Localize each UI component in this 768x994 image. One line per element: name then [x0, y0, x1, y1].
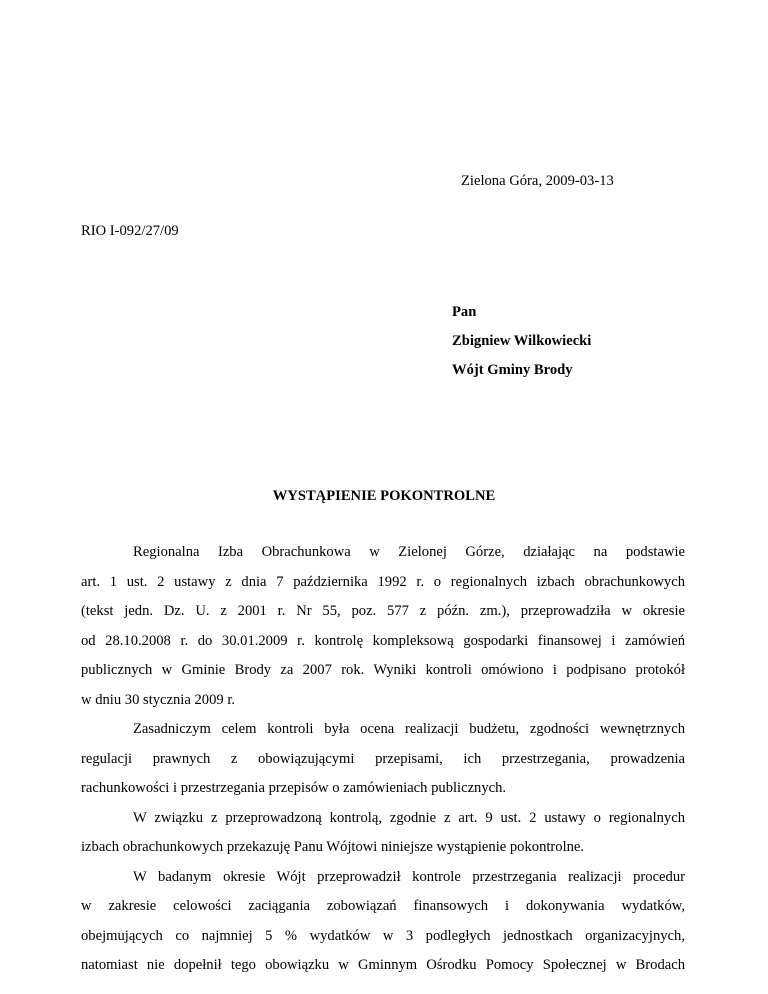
paragraph-1	[81, 538, 685, 715]
paragraph-line: publicznych w Gminie Brody za 2007 rok. Wyniki kontroli omówiono i podpisano protokół	[81, 662, 685, 678]
paragraph-line: Regionalna Izba Obrachunkowa w Zielonej Górze, działając na podstawie	[133, 544, 685, 560]
paragraph-line: izbach obrachunkowych przekazuję Panu Wójtowi niniejsze wystąpienie pokontrolne.	[81, 839, 585, 855]
reference-number: RIO I-092/27/09	[81, 223, 179, 239]
paragraph-line: w zakresie celowości zaciągania zobowiązań finansowych i dokonywania wydatków,	[81, 898, 685, 914]
place-and-date: Zielona Góra, 2009-03-13	[461, 173, 614, 189]
paragraph-line: Zasadniczym celem kontroli była ocena realizacji budżetu, zgodności wewnętrznych	[133, 721, 685, 737]
paragraph-line: rachunkowości i przestrzegania przepisów o zamówieniach publicznych.	[81, 780, 507, 796]
document-body	[81, 538, 685, 981]
addressee-name: Zbigniew Wilkowiecki	[452, 333, 592, 349]
paragraph-line: regulacji prawnych z obowiązującymi przepisami, ich przestrzegania, prowadzenia	[81, 750, 685, 767]
paragraph-3	[81, 804, 685, 863]
document-title: WYSTĄPIENIE POKONTROLNE	[272, 488, 496, 504]
paragraph-line: obejmujących co najmniej 5 % wydatków w 3 podległych jednostkach organizacyjnych,	[81, 927, 685, 944]
paragraph-line: W związku z przeprowadzoną kontrolą, zgodnie z art. 9 ust. 2 ustawy o regionalnych	[133, 809, 685, 826]
paragraph-line: art. 1 ust. 2 ustawy z dnia 7 października 1992 r. o regionalnych izbach obrachunkowych	[81, 573, 685, 590]
paragraph-line: od 28.10.2008 r. do 30.01.2009 r. kontrolę kompleksową gospodarki finansowej i zamówień	[81, 632, 685, 649]
paragraph-line: (tekst jedn. Dz. U. z 2001 r. Nr 55, poz. 577 z późn. zm.), przeprowadziła w okresie	[81, 603, 685, 619]
paragraph-line: w dniu 30 stycznia 2009 r.	[81, 691, 236, 708]
paragraph-line: natomiast nie dopełnił tego obowiązku w Gminnym Ośrodku Pomocy Społecznej w Brodach	[81, 957, 685, 973]
paragraph-4	[81, 863, 685, 981]
paragraph-line: W badanym okresie Wójt przeprowadził kontrole przestrzegania realizacji procedur	[133, 868, 685, 885]
addressee-block	[452, 298, 591, 385]
paragraph-2	[81, 715, 685, 804]
addressee-salutation: Pan	[452, 304, 477, 320]
addressee-position: Wójt Gminy Brody	[452, 362, 573, 378]
